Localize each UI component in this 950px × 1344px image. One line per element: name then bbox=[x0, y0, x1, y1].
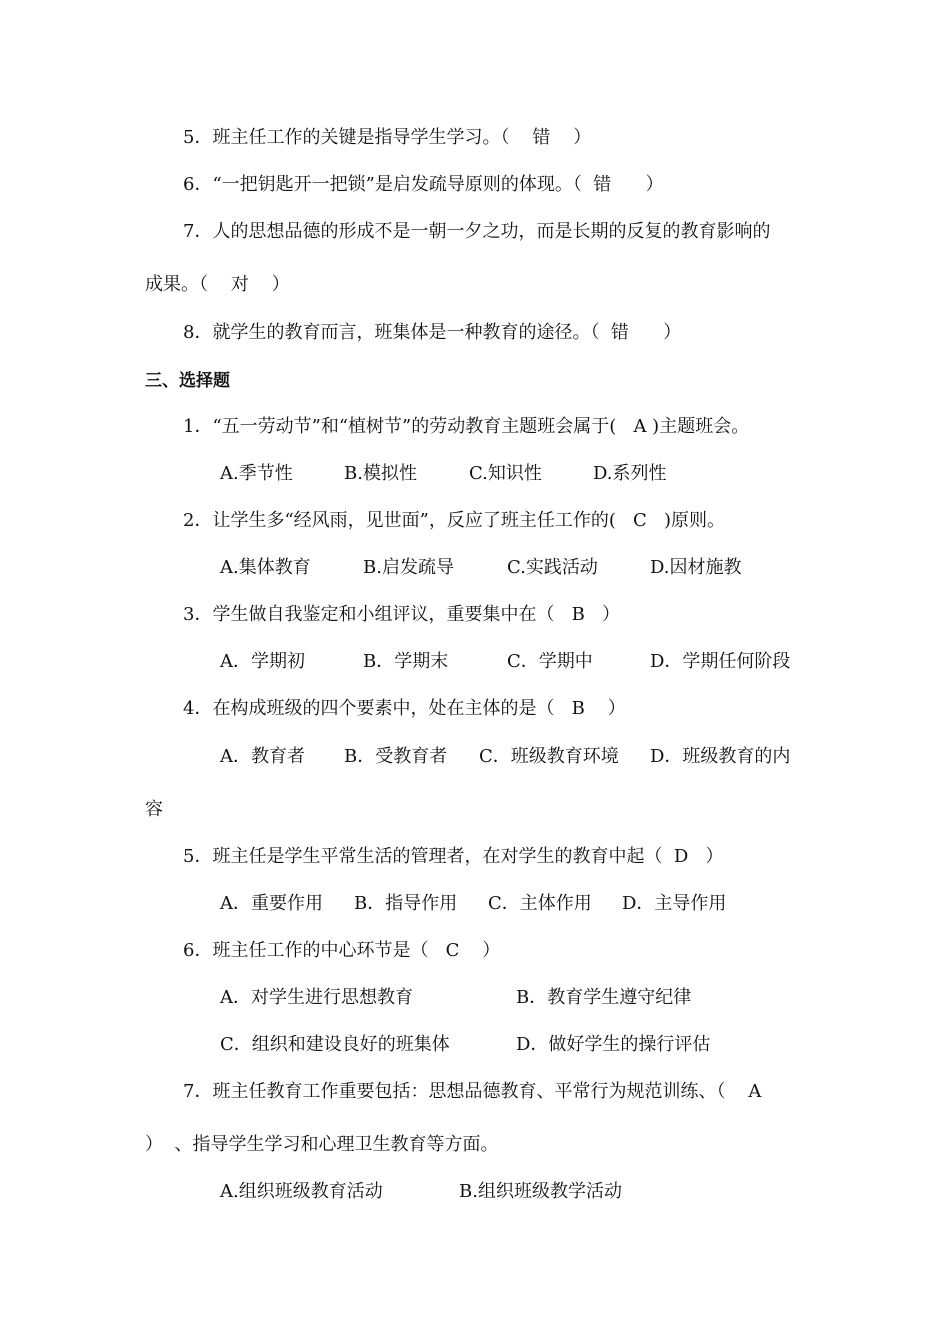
q6-option-c: C．组织和建设良好的班集体 bbox=[220, 1034, 450, 1055]
q5-option-b: B．指导作用 bbox=[354, 893, 458, 914]
q4-option-a: A．教育者 bbox=[220, 746, 305, 767]
question-6: 6．班主任工作的中心环节是（ C ） bbox=[183, 940, 501, 961]
q4-option-d: D．班级教育的内 bbox=[650, 746, 791, 767]
tf-item-6: 6．“一把钥匙开一把锁”是启发疏导原则的体现。（ 错 ） bbox=[183, 174, 664, 195]
q4-option-c: C．班级教育环境 bbox=[479, 746, 619, 767]
question-2: 2．让学生多“经风雨，见世面”，反应了班主任工作的( C )原则。 bbox=[183, 510, 726, 531]
question-3: 3．学生做自我鉴定和小组评议，重要集中在（ B ） bbox=[183, 604, 621, 625]
q2-option-b: B.启发疏导 bbox=[363, 557, 454, 578]
q5-option-c: C．主体作用 bbox=[488, 893, 592, 914]
q3-option-b: B．学期末 bbox=[363, 651, 449, 672]
question-7: 7．班主任教育工作重要包括：思想品德教育、平常行为规范训练、（ A bbox=[183, 1081, 762, 1102]
tf-item-8: 8．就学生的教育而言，班集体是一种教育的途径。（ 错 ） bbox=[183, 322, 682, 343]
tf-item-7: 7．人的思想品德的形成不是一朝一夕之功，而是长期的反复的教育影响的 bbox=[183, 221, 771, 242]
section-title: 三、选择题 bbox=[145, 371, 230, 391]
q5-option-a: A．重要作用 bbox=[220, 893, 323, 914]
q5-option-d: D．主导作用 bbox=[622, 893, 727, 914]
question-4: 4．在构成班级的四个要素中，处在主体的是（ B ） bbox=[183, 698, 626, 719]
q1-option-a: A.季节性 bbox=[220, 463, 293, 484]
q1-option-b: B.模拟性 bbox=[344, 463, 417, 484]
q3-option-c: C．学期中 bbox=[507, 651, 593, 672]
q2-option-a: A.集体教育 bbox=[220, 557, 311, 578]
tf-item-7-continuation: 成果。（ 对 ） bbox=[145, 274, 290, 295]
q1-option-d: D.系列性 bbox=[593, 463, 667, 484]
question-1: 1．“五一劳动节”和“植树节”的劳动教育主题班会属于( A )主题班会。 bbox=[183, 416, 750, 437]
q6-option-b: B．教育学生遵守纪律 bbox=[516, 987, 692, 1008]
q2-option-d: D.因材施教 bbox=[650, 557, 742, 578]
q6-option-d: D．做好学生的操行评估 bbox=[516, 1034, 711, 1055]
q3-option-d: D．学期任何阶段 bbox=[650, 651, 791, 672]
q3-option-a: A．学期初 bbox=[220, 651, 305, 672]
q1-option-c: C.知识性 bbox=[469, 463, 542, 484]
q4-option-b: B．受教育者 bbox=[344, 746, 448, 767]
question-7-continuation: ） 、指导学生学习和心理卫生教育等方面。 bbox=[145, 1134, 499, 1155]
q4-option-d-continuation: 容 bbox=[145, 799, 163, 820]
question-5: 5．班主任是学生平常生活的管理者，在对学生的教育中起（ D ） bbox=[183, 846, 724, 867]
q7-option-a: A.组织班级教育活动 bbox=[220, 1181, 383, 1202]
q2-option-c: C.实践活动 bbox=[507, 557, 598, 578]
q6-option-a: A．对学生进行思想教育 bbox=[220, 987, 413, 1008]
q7-option-b: B.组织班级教学活动 bbox=[459, 1181, 622, 1202]
tf-item-5: 5．班主任工作的关键是指导学生学习。（ 错 ） bbox=[183, 127, 592, 148]
